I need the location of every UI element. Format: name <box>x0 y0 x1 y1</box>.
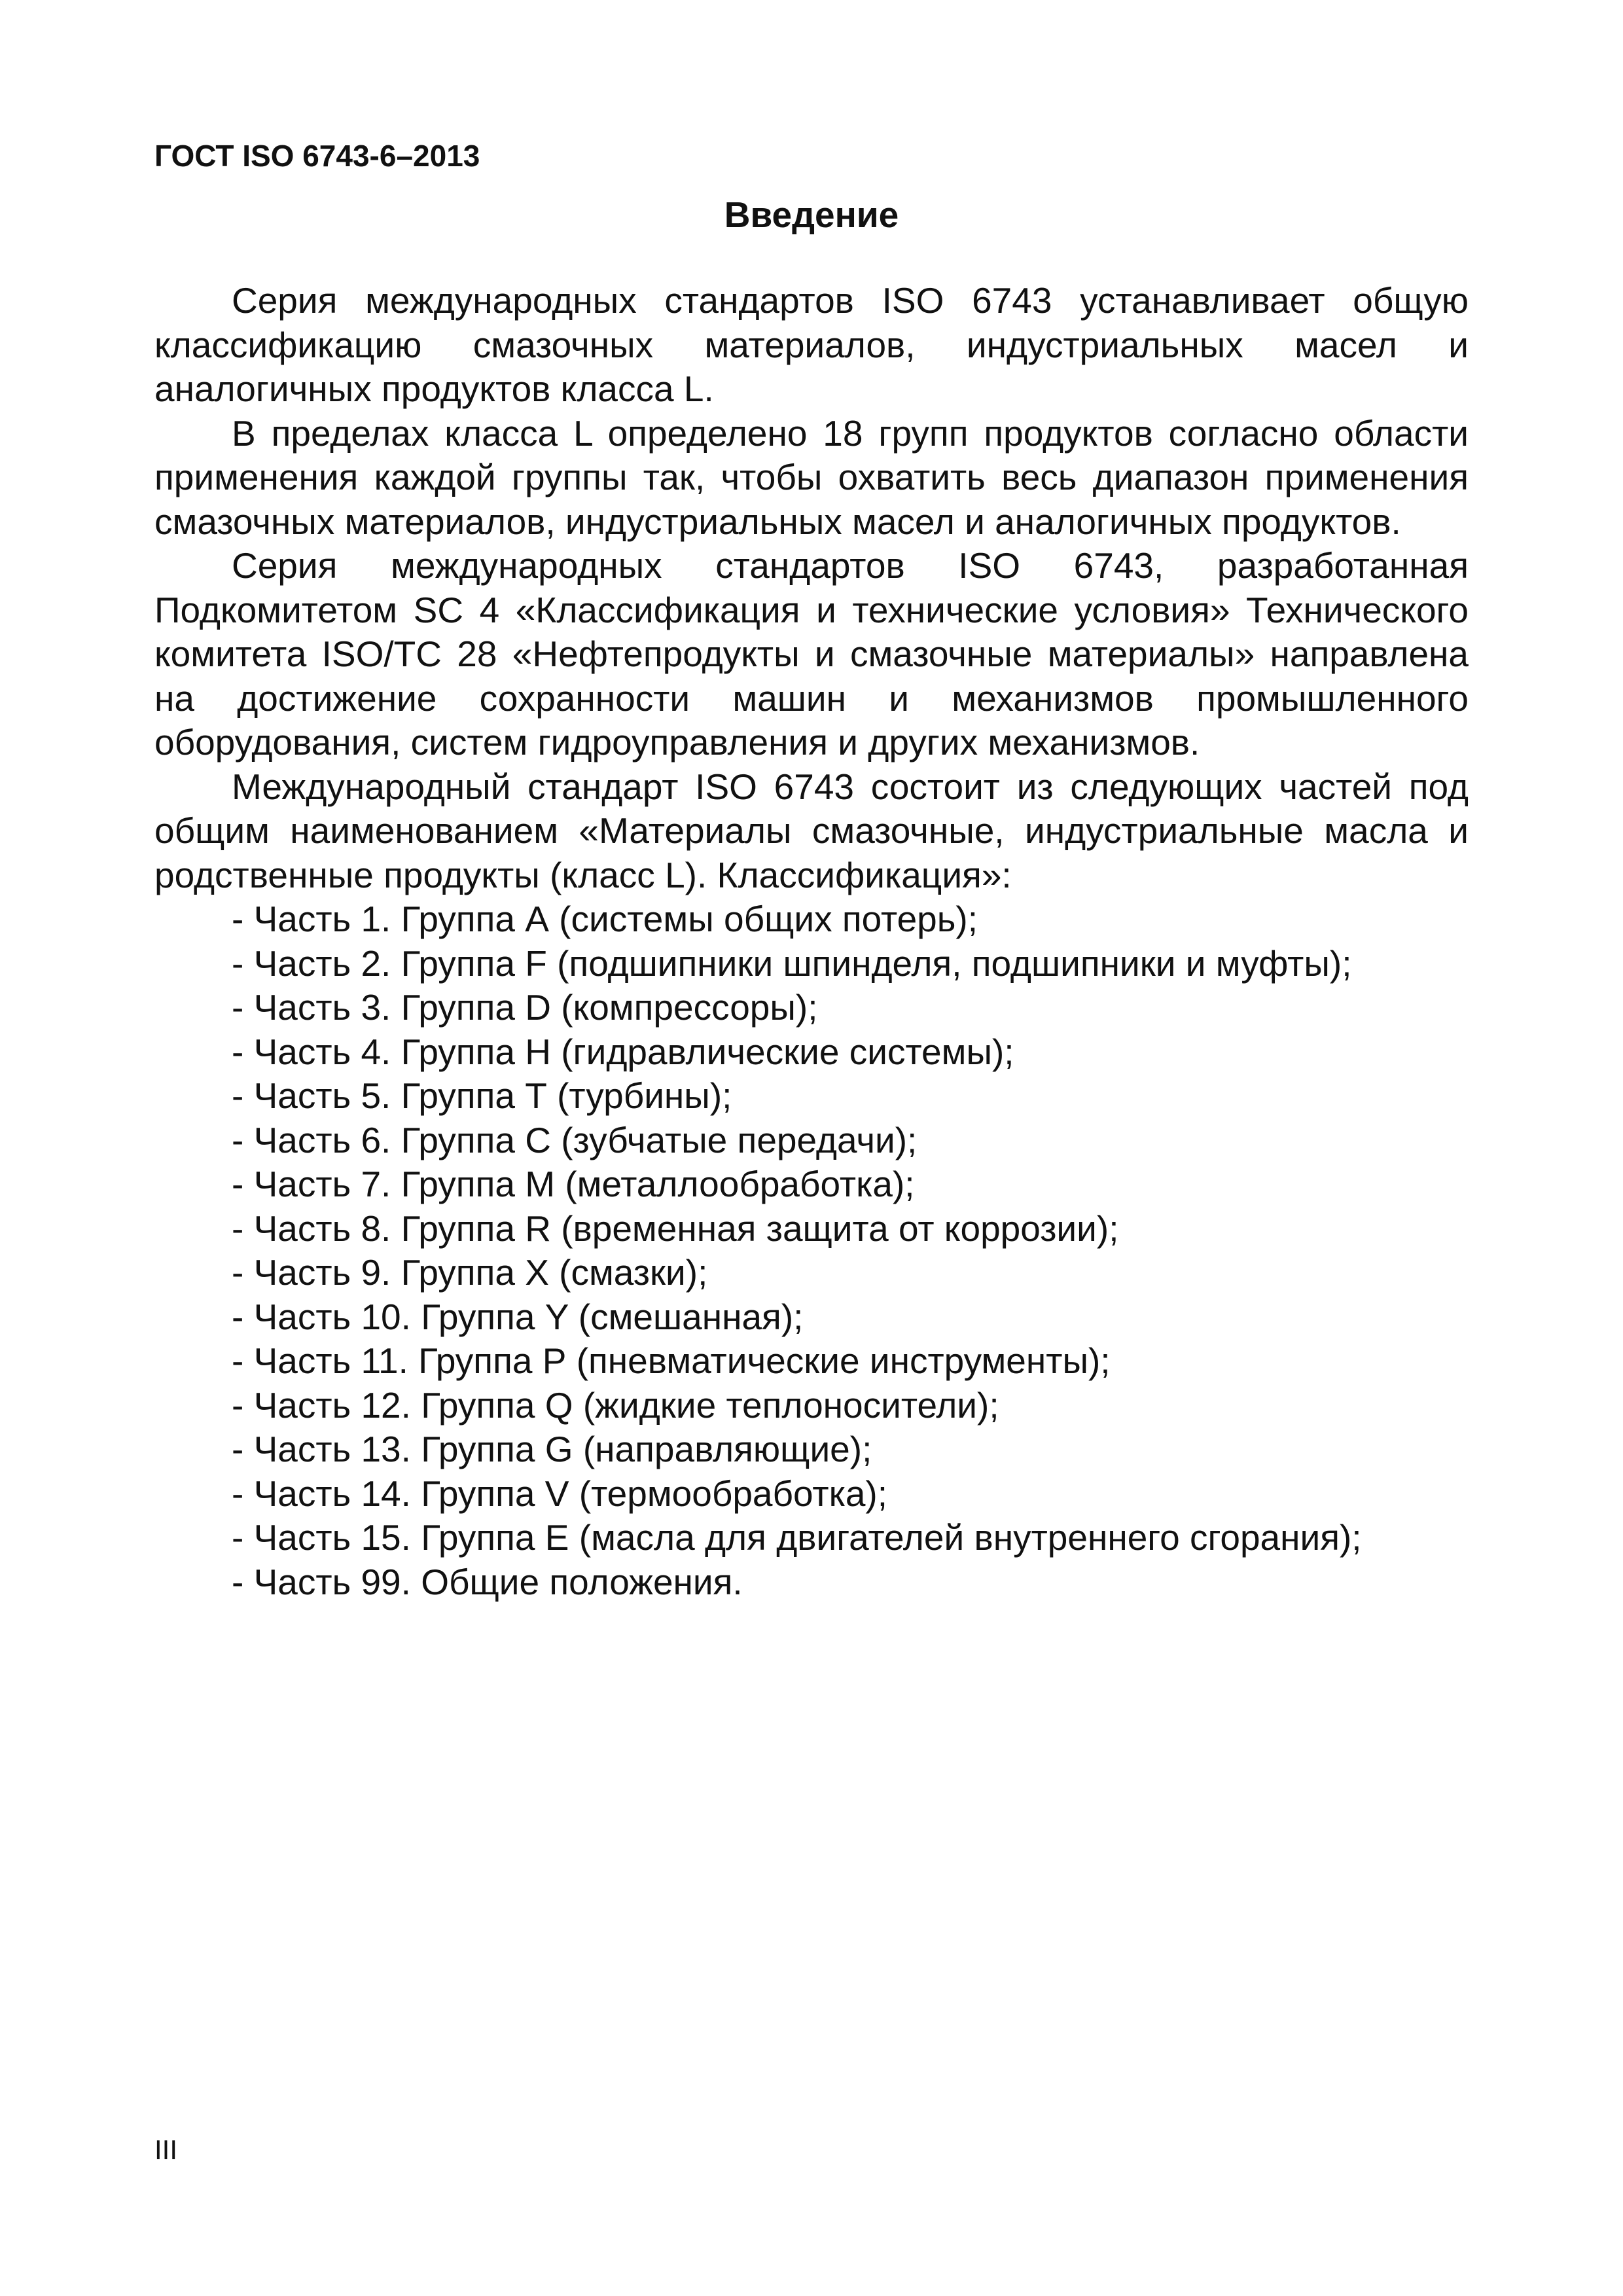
page-number: III <box>154 2134 178 2165</box>
list-item: - Часть 1. Группа А (системы общих потерь); <box>232 899 978 939</box>
list-item: - Часть 3. Группа D (компрессоры); <box>232 987 818 1028</box>
list-item: - Часть 11. Группа Р (пневматические инструменты); <box>232 1340 1111 1381</box>
list-item: - Часть 5. Группа Т (турбины); <box>232 1075 732 1116</box>
section-title: Введение <box>724 194 899 235</box>
list-item: - Часть 15. Группа Е (масла для двигателей внутреннего сгорания); <box>232 1517 1362 1558</box>
list-item: - Часть 6. Группа С (зубчатые передачи); <box>232 1119 918 1160</box>
parts-list <box>154 897 1469 1604</box>
list-item: - Часть 99. Общие положения. <box>232 1561 743 1602</box>
paragraph: Серия международных стандартов ISO 6743 устанавливает общую классификацию смазочных материалов, индустриальных масел и аналогичных продуктов класса L. <box>154 280 1469 409</box>
list-item: - Часть 13. Группа G (направляющие); <box>232 1429 872 1469</box>
list-item: - Часть 8. Группа R (временная защита от коррозии); <box>232 1208 1119 1249</box>
list-item: - Часть 12. Группа Q (жидкие теплоносители); <box>232 1384 999 1426</box>
document-body <box>154 279 1469 1604</box>
list-item: - Часть 2. Группа F (подшипники шпинделя, подшипники и муфты); <box>232 942 1352 984</box>
paragraph: В пределах класса L определено 18 групп продуктов согласно области применения каждой группы так, чтобы охватить весь диапазон применения смазочных материалов, индустриальных масел и аналогичных продуктов. <box>154 412 1469 542</box>
list-item: - Часть 14. Группа V (термообработка); <box>232 1473 888 1514</box>
list-item: - Часть 4. Группа Н (гидравлические системы); <box>232 1031 1014 1072</box>
document-code: ГОСТ ISO 6743-6–2013 <box>154 139 480 173</box>
paragraph: Международный стандарт ISO 6743 состоит из следующих частей под общим наименованием «Материалы смазочные, индустриальные масла и родственные продукты (класс L). Классификация»: <box>154 766 1469 895</box>
list-item: - Часть 9. Группа X (смазки); <box>232 1252 708 1293</box>
list-item: - Часть 10. Группа Y (смешанная); <box>232 1296 804 1337</box>
list-item: - Часть 7. Группа М (металлообработка); <box>232 1164 915 1204</box>
paragraph: Серия международных стандартов ISO 6743, разработанная Подкомитетом SC 4 «Классификация и технические условия» Технического комитета ISO/TC 28 «Нефтепродукты и смазочные материалы» направлена на достижение сохранности машин и механизмов промышленного оборудования, систем гидроуправления и других механизмов. <box>154 545 1469 762</box>
